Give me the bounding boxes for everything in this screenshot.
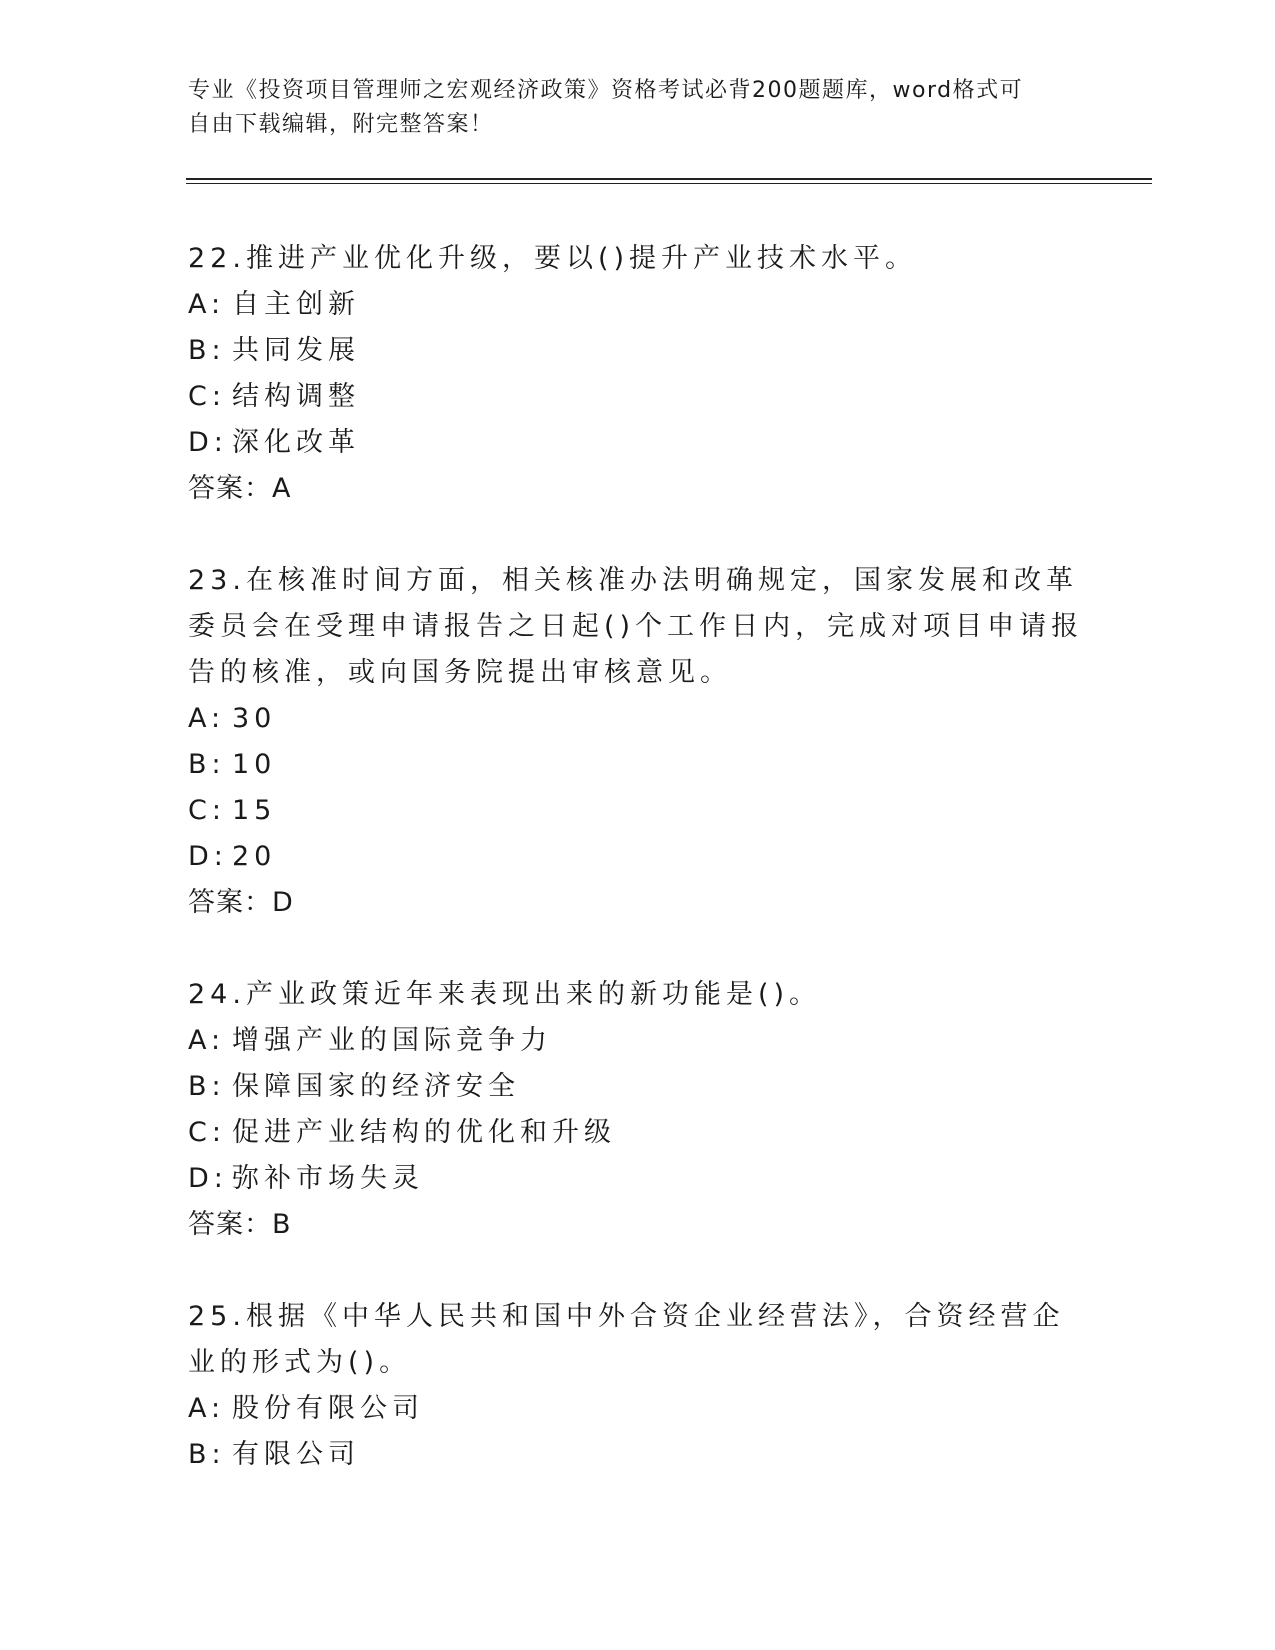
- option-value: 共同发展: [232, 335, 360, 366]
- option-key: A:: [188, 1025, 226, 1056]
- option-value: 股份有限公司: [232, 1393, 424, 1424]
- option-key: D:: [188, 841, 228, 872]
- option-value: 有限公司: [232, 1439, 360, 1470]
- question-22: [188, 236, 1088, 512]
- option-key: C:: [188, 795, 226, 826]
- option-key: A:: [188, 1393, 226, 1424]
- option-key: D:: [188, 1163, 228, 1194]
- option-key: D:: [188, 427, 228, 458]
- option-value: 深化改革: [232, 427, 360, 458]
- answer-line: 答案：D: [188, 887, 294, 918]
- option-c: [188, 788, 1088, 834]
- option-key: B:: [188, 749, 226, 780]
- option-b: [188, 1064, 1088, 1110]
- option-value: 20: [232, 841, 277, 872]
- option-c: [188, 374, 1088, 420]
- header-line-2: 自由下载编辑，附完整答案！: [188, 112, 494, 137]
- option-value: 保障国家的经济安全: [232, 1071, 520, 1102]
- option-d: [188, 834, 1088, 880]
- option-b: [188, 1432, 1088, 1478]
- question-23: [188, 558, 1088, 926]
- answer-line: 答案：A: [188, 473, 292, 504]
- option-key: C:: [188, 1117, 226, 1148]
- header-divider-thick: [186, 178, 1152, 180]
- option-value: 结构调整: [232, 381, 360, 412]
- option-d: [188, 1156, 1088, 1202]
- header-divider-thin: [186, 183, 1152, 184]
- option-key: B:: [188, 1071, 226, 1102]
- question-text: 23.在核准时间方面，相关核准办法明确规定，国家发展和改革委员会在受理申请报告之日起()个工作日内，完成对项目申请报告的核准，或向国务院提出审核意见。: [188, 565, 1084, 688]
- option-value: 弥补市场失灵: [232, 1163, 424, 1194]
- answer-line: 答案：B: [188, 1209, 292, 1240]
- option-key: B:: [188, 1439, 226, 1470]
- option-b: [188, 742, 1088, 788]
- question-text: 22.推进产业优化升级，要以()提升产业技术水平。: [188, 243, 918, 274]
- option-key: A:: [188, 289, 226, 320]
- option-value: 10: [232, 749, 277, 780]
- option-a: [188, 1386, 1088, 1432]
- question-list: [188, 236, 1088, 1524]
- question-24: [188, 972, 1088, 1248]
- header-line-1: 专业《投资项目管理师之宏观经济政策》资格考试必背200题题库，word格式可: [188, 78, 1024, 103]
- option-key: A:: [188, 703, 226, 734]
- document-header: [188, 74, 1068, 142]
- option-a: [188, 282, 1088, 328]
- question-text: 24.产业政策近年来表现出来的新功能是()。: [188, 979, 822, 1010]
- option-b: [188, 328, 1088, 374]
- option-value: 30: [232, 703, 277, 734]
- option-value: 自主创新: [232, 289, 360, 320]
- option-a: [188, 1018, 1088, 1064]
- question-25: [188, 1294, 1088, 1478]
- option-key: B:: [188, 335, 226, 366]
- option-a: [188, 696, 1088, 742]
- option-key: C:: [188, 381, 226, 412]
- option-value: 增强产业的国际竞争力: [232, 1025, 552, 1056]
- option-c: [188, 1110, 1088, 1156]
- option-value: 15: [232, 795, 277, 826]
- option-value: 促进产业结构的优化和升级: [232, 1117, 616, 1148]
- option-d: [188, 420, 1088, 466]
- question-text: 25.根据《中华人民共和国中外合资企业经营法》，合资经营企业的形式为()。: [188, 1301, 1065, 1378]
